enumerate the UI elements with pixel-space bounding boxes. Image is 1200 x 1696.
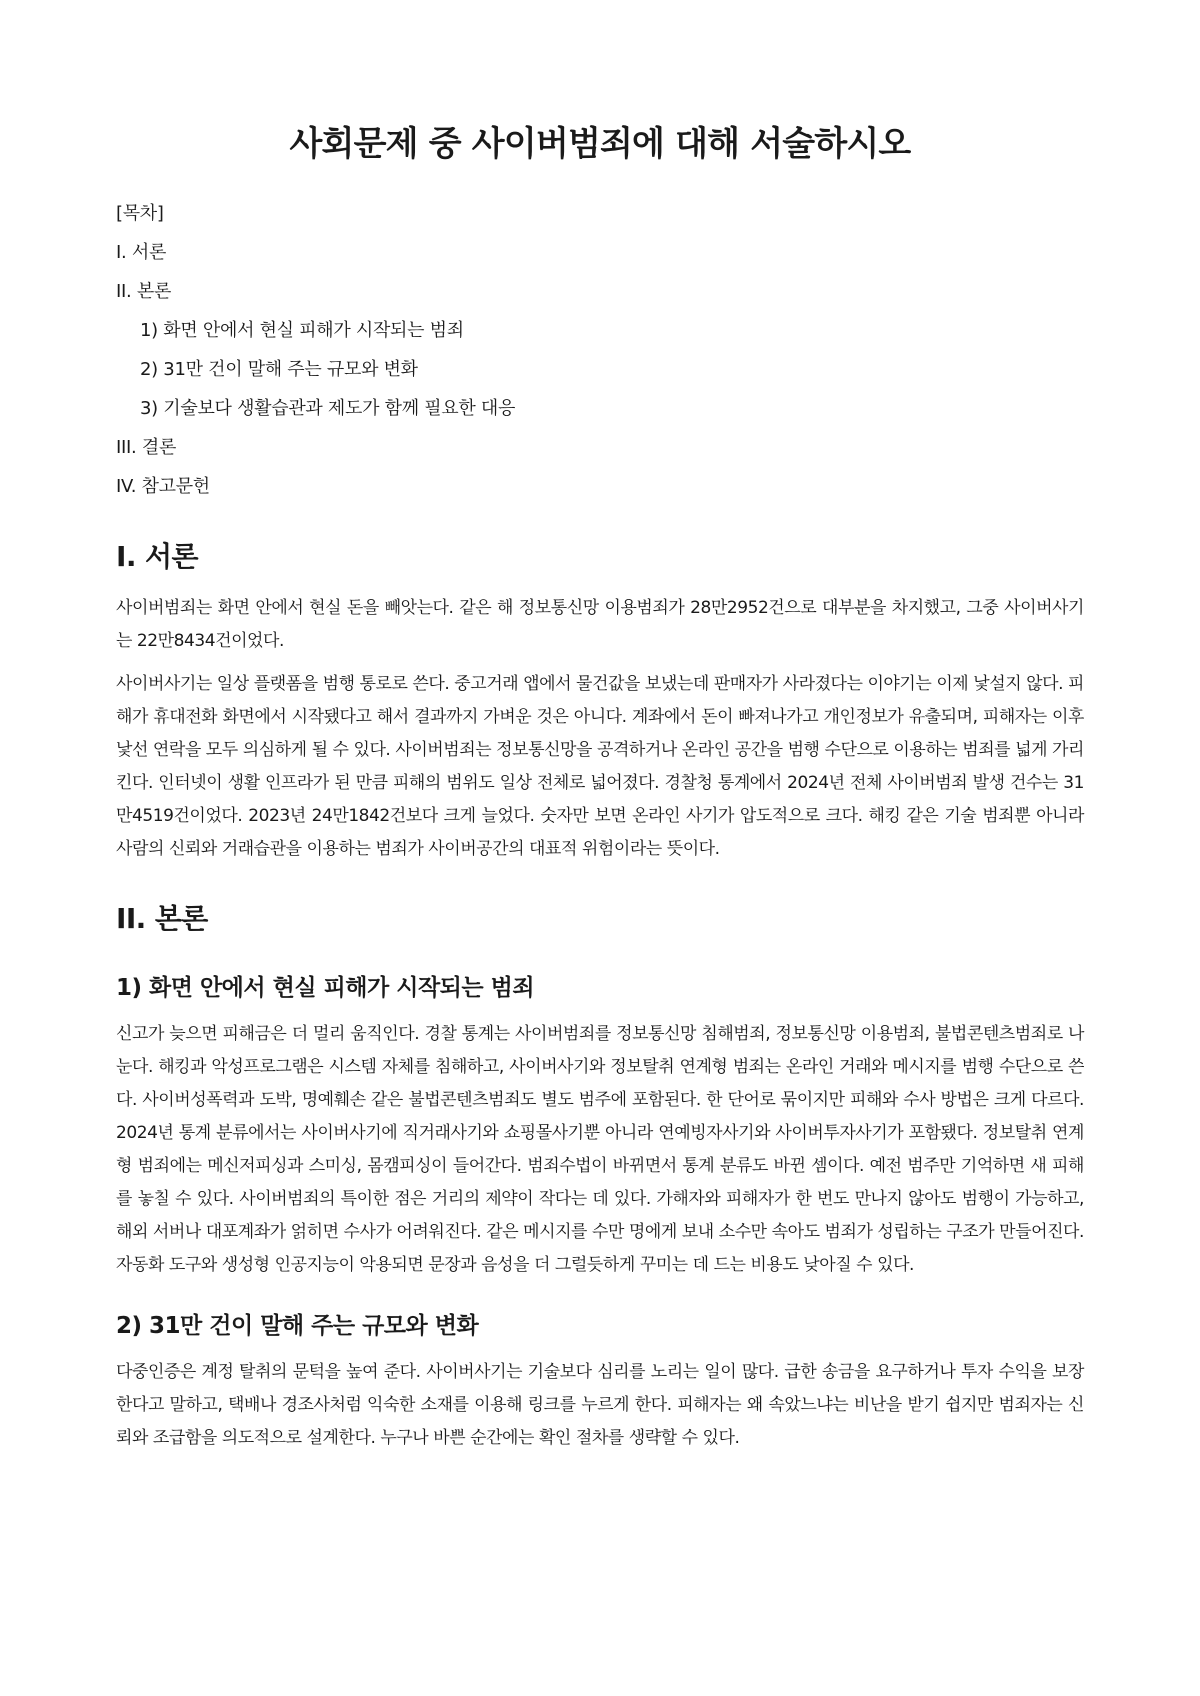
- toc-item-body-3: 3) 기술보다 생활습관과 제도가 함께 필요한 대응: [140, 398, 516, 419]
- toc-item-body-1: 1) 화면 안에서 현실 피해가 시작되는 범죄: [140, 320, 464, 341]
- section-body: [116, 898, 1084, 1455]
- section-intro: [116, 536, 1084, 866]
- toc-item-intro: I. 서론: [116, 242, 167, 263]
- toc-item-body-2: 2) 31만 건이 말해 주는 규모와 변화: [140, 359, 418, 380]
- subsection-heading-2: 2) 31만 건이 말해 주는 규모와 변화: [116, 1313, 479, 1339]
- table-of-contents: [116, 194, 1084, 506]
- toc-heading: [목차]: [116, 203, 164, 224]
- section-heading-intro: I. 서론: [116, 540, 198, 573]
- section-heading-body: II. 본론: [116, 902, 208, 935]
- toc-item-conclusion: III. 결론: [116, 437, 177, 458]
- intro-paragraph-1: 사이버범죄는 화면 안에서 현실 돈을 빼앗는다. 같은 해 정보통신망 이용범죄가 28만2952건으로 대부분을 차지했고, 그중 사이버사기는 22만8434건이었다.: [116, 598, 1084, 651]
- subsection-2-paragraph: 다중인증은 계정 탈취의 문턱을 높여 준다. 사이버사기는 기술보다 심리를 노리는 일이 많다. 급한 송금을 요구하거나 투자 수익을 보장한다고 말하고, 택배나 경조사처럼 익숙한 소재를 이용해 링크를 누르게 한다. 피해자는 왜 속았느냐는 비난을 받기 쉽지만 범죄자는 신뢰와 조급함을 의도적으로 설계한다. 누구나 바쁜 순간에는 확인 절차를 생략할 수 있다.: [116, 1362, 1084, 1448]
- toc-item-references: IV. 참고문헌: [116, 476, 210, 497]
- intro-paragraph-2: 사이버사기는 일상 플랫폼을 범행 통로로 쓴다. 중고거래 앱에서 물건값을 보냈는데 판매자가 사라졌다는 이야기는 이제 낯설지 않다. 피해가 휴대전화 화면에서 시작됐다고 해서 결과까지 가벼운 것은 아니다. 계좌에서 돈이 빠져나가고 개인정보가 유출되며, 피해자는 이후 낯선 연락을 모두 의심하게 될 수 있다. 사이버범죄는 정보통신망을 공격하거나 온라인 공간을 범행 수단으로 이용하는 범죄를 넓게 가리킨다. 인터넷이 생활 인프라가 된 만큼 피해의 범위도 일상 전체로 넓어졌다. 경찰청 통계에서 2024년 전체 사이버범죄 발생 건수는 31만4519건이었다. 2023년 24만1842건보다 크게 늘었다. 숫자만 보면 온라인 사기가 압도적으로 크다. 해킹 같은 기술 범죄뿐 아니라 사람의 신뢰와 거래습관을 이용하는 범죄가 사이버공간의 대표적 위험이라는 뜻이다.: [116, 674, 1084, 859]
- document-title: 사회문제 중 사이버범죄에 대해 서술하시오: [289, 124, 911, 164]
- toc-item-body: II. 본론: [116, 281, 172, 302]
- subsection-heading-1: 1) 화면 안에서 현실 피해가 시작되는 범죄: [116, 975, 535, 1001]
- subsection-1-paragraph: 신고가 늦으면 피해금은 더 멀리 움직인다. 경찰 통계는 사이버범죄를 정보통신망 침해범죄, 정보통신망 이용범죄, 불법콘텐츠범죄로 나눈다. 해킹과 악성프로그램은 시스템 자체를 침해하고, 사이버사기와 정보탈취 연계형 범죄는 온라인 거래와 메시지를 범행 수단으로 쓴다. 사이버성폭력과 도박, 명예훼손 같은 불법콘텐츠범죄도 별도 범주에 포함된다. 한 단어로 묶이지만 피해와 수사 방법은 크게 다르다. 2024년 통계 분류에서는 사이버사기에 직거래사기와 쇼핑몰사기뿐 아니라 연예빙자사기와 사이버투자사기가 포함됐다. 정보탈취 연계형 범죄에는 메신저피싱과 스미싱, 몸캠피싱이 들어간다. 범죄수법이 바뀌면서 통계 분류도 바뀐 셈이다. 예전 범주만 기억하면 새 피해를 놓칠 수 있다. 사이버범죄의 특이한 점은 거리의 제약이 작다는 데 있다. 가해자와 피해자가 한 번도 만나지 않아도 범행이 가능하고, 해외 서버나 대포계좌가 얽히면 수사가 어려워진다. 같은 메시지를 수만 명에게 보내 소수만 속아도 범죄가 성립하는 구조가 만들어진다. 자동화 도구와 생성형 인공지능이 악용되면 문장과 음성을 더 그럴듯하게 꾸미는 데 드는 비용도 낮아질 수 있다.: [116, 1024, 1084, 1275]
